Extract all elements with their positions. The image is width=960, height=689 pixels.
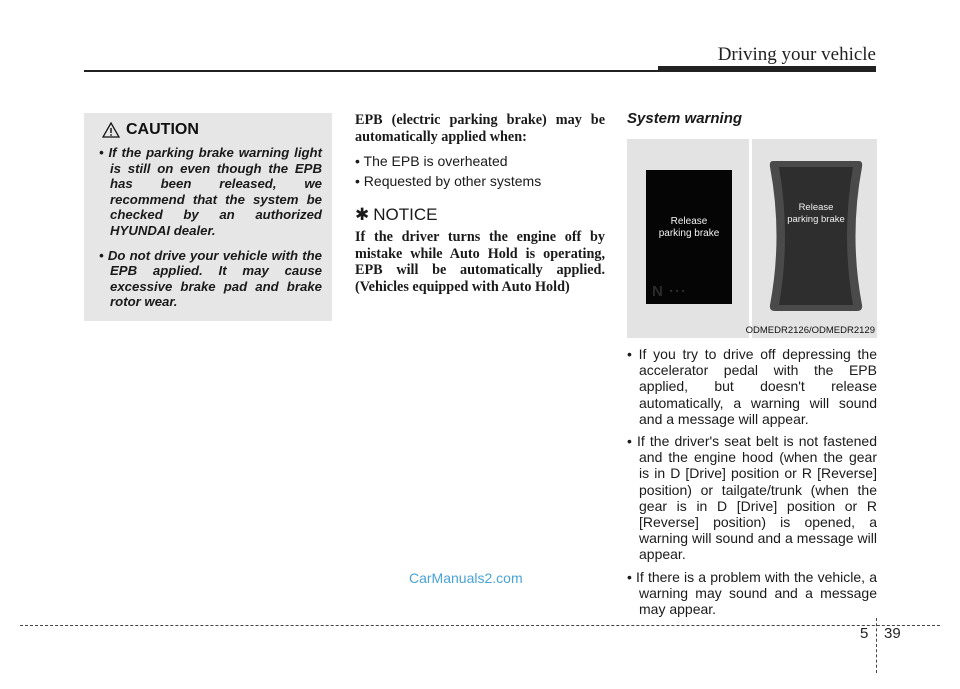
chapter-number: 5 xyxy=(860,625,869,642)
display-message-line1: Release xyxy=(670,216,708,227)
middle-column xyxy=(355,112,605,295)
page-header-title: Driving your vehicle xyxy=(717,44,876,65)
section-title: System warning xyxy=(627,110,743,127)
system-warning-list xyxy=(627,346,877,617)
caution-box xyxy=(84,113,332,321)
caution-title: CAUTION xyxy=(126,121,199,138)
figure-caption: ODMEDR2126/ODMEDR2129 xyxy=(745,325,875,336)
list-item: • If you try to drive off depressing the accelerator pedal with the EPB applied, but doesn't release automatically, a warning will sound and a message will appear. xyxy=(627,346,877,427)
display-message-right-line1: Release xyxy=(798,202,834,213)
warning-figure xyxy=(627,139,877,338)
display-message-right-line2: parking brake xyxy=(787,214,845,225)
notice-cross-icon: ✱ xyxy=(355,205,370,224)
watermark-link[interactable]: CarManuals2.com xyxy=(409,570,523,586)
list-item: • If the driver's seat belt is not fastened and the engine hood (when the gear is in D [Drive] position or R [Reverse] position) or tailgate/trunk (when the gear is in D [Drive] position or R [Reverse] position) is opened, a warning will sound and a message will appear. xyxy=(627,433,877,563)
caution-header xyxy=(102,121,322,139)
epb-intro: EPB (electric parking brake) may be automatically applied when: xyxy=(355,112,605,145)
caution-list xyxy=(94,145,322,310)
page-number: 39 xyxy=(884,625,901,642)
list-item: • If there is a problem with the vehicle, a warning may sound and a message may appear. xyxy=(627,568,877,618)
page-number-divider xyxy=(876,618,877,673)
header-rule xyxy=(84,70,660,72)
header-rule-thick xyxy=(658,66,876,72)
epb-conditions-list xyxy=(355,151,605,191)
notice-title: NOTICE xyxy=(373,205,438,224)
cluster-panel-left xyxy=(627,139,752,338)
display-message-line2: parking brake xyxy=(658,228,720,239)
warning-triangle-icon xyxy=(102,122,120,138)
cluster-display-left xyxy=(646,170,732,304)
notice-body: If the driver turns the engine off by mistake while Auto Hold is operating, EPB will be automatically applied. (Vehicles equipped with Auto Hold) xyxy=(355,229,605,295)
list-item: • Requested by other systems xyxy=(355,173,542,189)
cluster-display-right xyxy=(769,161,863,311)
notice-heading xyxy=(355,205,605,225)
caution-item: • Do not drive your vehicle with the EPB applied. It may cause excessive brake pad and brake rotor wear. xyxy=(99,247,322,310)
footer-rule xyxy=(20,625,940,626)
gear-indicator-icon: N ··· xyxy=(652,283,687,300)
caution-item: • If the parking brake warning light is still on even though the EPB has been released, we recommend that the system be checked by an authorized HYUNDAI dealer. xyxy=(99,145,322,238)
list-item: • The EPB is overheated xyxy=(355,153,508,169)
right-column xyxy=(627,110,877,623)
